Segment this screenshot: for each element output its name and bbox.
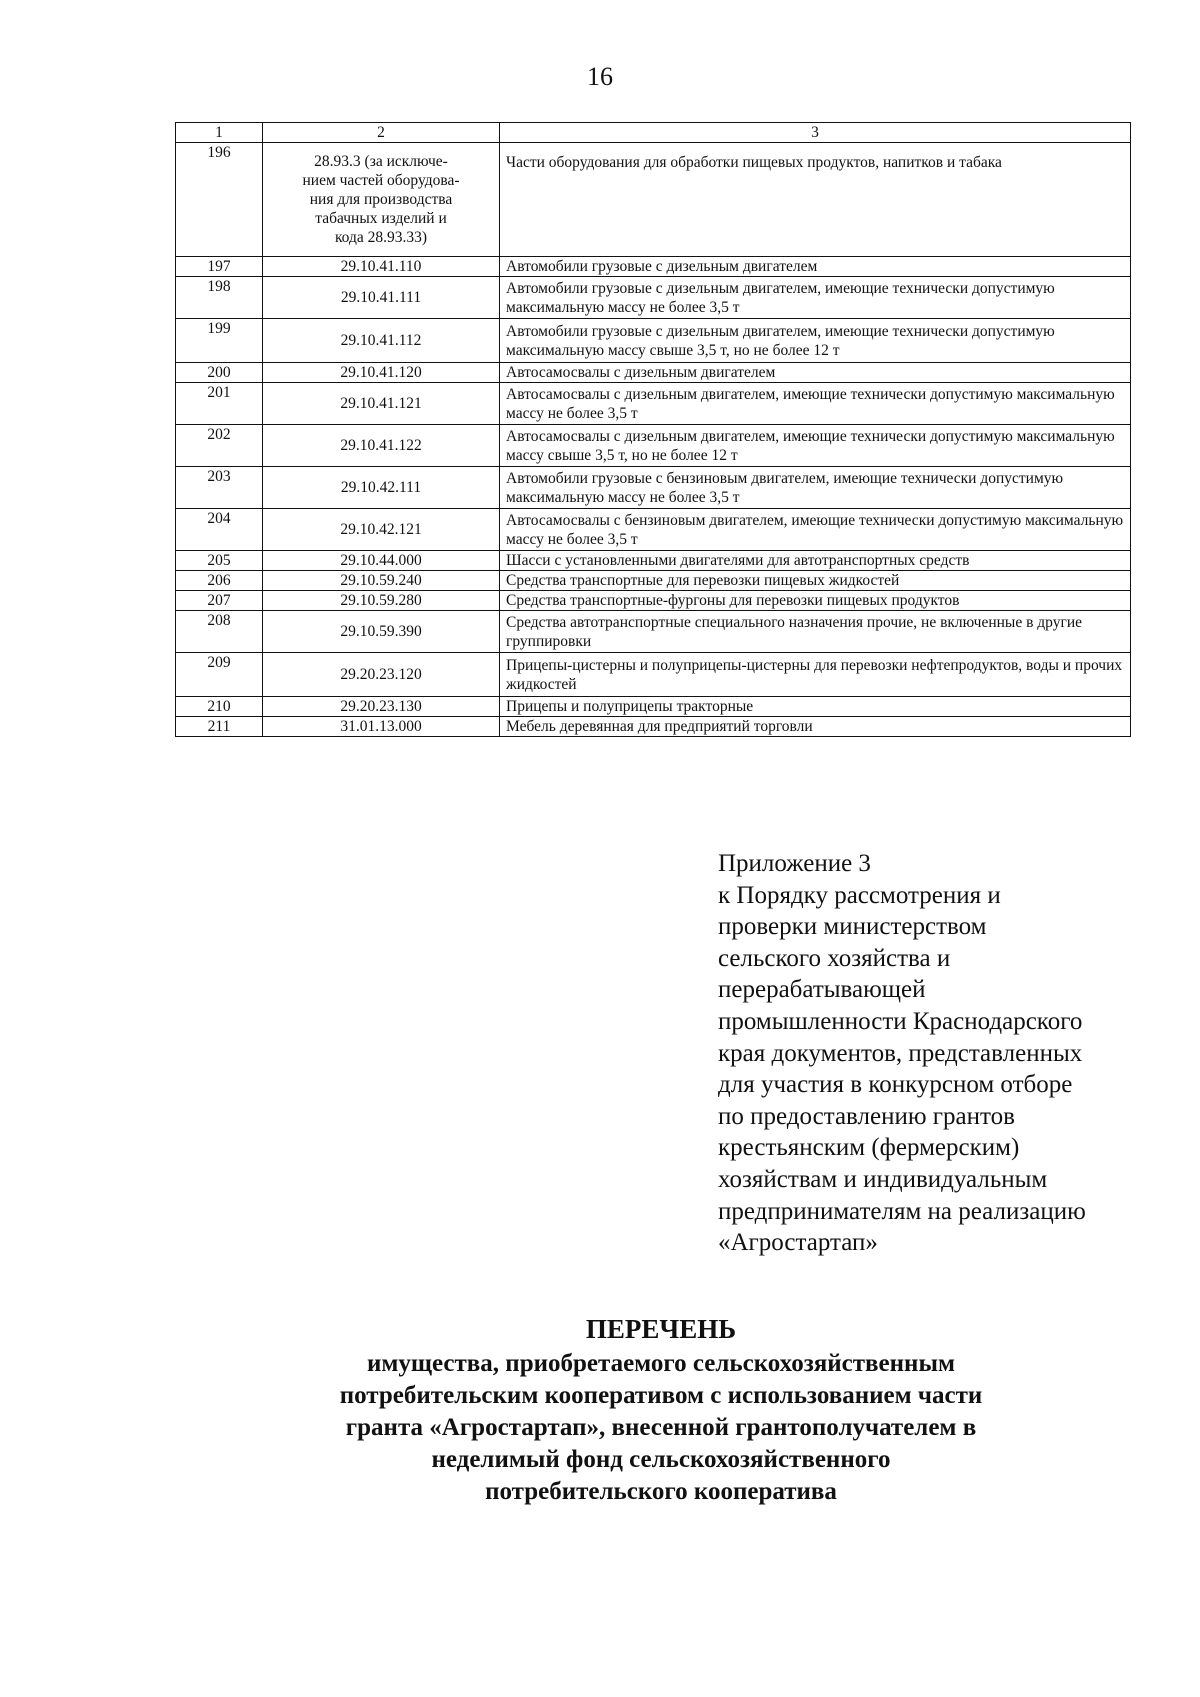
okpd-code-cell: 28.93.3 (за исключе- нием частей оборудова- ния для производства табачных изделий и кода 28.93.33) xyxy=(263,143,500,257)
list-title xyxy=(0,1310,1200,1508)
table-row xyxy=(176,551,1131,571)
okpd-code-cell: 29.10.41.111 xyxy=(263,277,500,319)
row-number-cell: 196 xyxy=(176,143,263,257)
description-cell: Автомобили грузовые с бензиновым двигателем, имеющие технически допустимую максимальную массу не более 3,5 т xyxy=(500,467,1131,509)
row-number-cell: 204 xyxy=(176,509,263,551)
appendix-line: сельского хозяйства и xyxy=(718,944,951,972)
okpd-code-cell: 29.10.41.120 xyxy=(263,363,500,383)
okpd-code-cell: 29.20.23.120 xyxy=(263,653,500,697)
appendix-line: для участия в конкурсном отборе xyxy=(718,1071,1073,1099)
appendix-line: к Порядку рассмотрения и xyxy=(718,881,1001,909)
description-cell: Автомобили грузовые с дизельным двигателем, имеющие технически допустимую максимальную массу не более 3,5 т xyxy=(500,277,1131,319)
description-cell: Средства транспортные для перевозки пищевых жидкостей xyxy=(500,571,1131,591)
appendix-line: перерабатывающей xyxy=(718,976,926,1004)
appendix-line: края документов, представленных xyxy=(718,1039,1083,1067)
row-number-cell: 202 xyxy=(176,425,263,467)
list-title-line: потребительского кооператива xyxy=(485,1478,837,1505)
row-number-cell: 211 xyxy=(176,717,263,737)
row-number-cell: 205 xyxy=(176,551,263,571)
table-row xyxy=(176,383,1131,425)
table-row xyxy=(176,591,1131,611)
table-row xyxy=(176,363,1131,383)
row-number-cell: 200 xyxy=(176,363,263,383)
table-header-row xyxy=(176,123,1131,143)
description-cell: Шасси с установленными двигателями для автотранспортных средств xyxy=(500,551,1131,571)
okpd-code-cell: 29.10.59.280 xyxy=(263,591,500,611)
header-cell-3: 3 xyxy=(500,123,1131,143)
equipment-table xyxy=(175,122,1131,737)
description-cell: Автосамосвалы с дизельным двигателем, имеющие технически допустимую максимальную массу свыше 3,5 т, но не более 12 т xyxy=(500,425,1131,467)
table-row xyxy=(176,509,1131,551)
appendix-line: крестьянским (фермерским) xyxy=(718,1134,1020,1162)
description-cell: Автомобили грузовые с дизельным двигателем, имеющие технически допустимую максимальную массу свыше 3,5 т, но не более 12 т xyxy=(500,319,1131,363)
list-heading: ПЕРЕЧЕНЬ xyxy=(585,1314,737,1344)
page-number: 16 xyxy=(587,62,613,91)
okpd-code-cell: 29.10.59.240 xyxy=(263,571,500,591)
description-cell: Автомобили грузовые с дизельным двигателем xyxy=(500,257,1131,277)
appendix-line: промышленности Краснодарского xyxy=(718,1007,1083,1035)
description-cell: Автосамосвалы с бензиновым двигателем, имеющие технически допустимую максимальную массу не более 3,5 т xyxy=(500,509,1131,551)
table-row xyxy=(176,697,1131,717)
row-number-cell: 199 xyxy=(176,319,263,363)
appendix-line: проверки министерством xyxy=(718,913,987,941)
description-cell: Средства транспортные-фургоны для перевозки пищевых продуктов xyxy=(500,591,1131,611)
header-cell-1: 1 xyxy=(176,123,263,143)
okpd-code-cell: 29.10.41.112 xyxy=(263,319,500,363)
row-number-cell: 207 xyxy=(176,591,263,611)
table-row xyxy=(176,611,1131,653)
description-cell: Средства автотранспортные специального назначения прочие, не включенные в другие группировки xyxy=(500,611,1131,653)
description-cell: Прицепы и полуприцепы тракторные xyxy=(500,697,1131,717)
okpd-code-cell: 29.10.41.110 xyxy=(263,257,500,277)
appendix-line: хозяйствам и индивидуальным xyxy=(718,1165,1048,1193)
okpd-code-cell: 29.10.42.121 xyxy=(263,509,500,551)
appendix-line: по предоставлению грантов xyxy=(718,1102,1015,1130)
table-row xyxy=(176,467,1131,509)
okpd-code-cell: 29.10.59.390 xyxy=(263,611,500,653)
list-title-line: имущества, приобретаемого сельскохозяйственным xyxy=(366,1350,956,1377)
description-cell: Части оборудования для обработки пищевых продуктов, напитков и табака xyxy=(500,143,1131,257)
description-cell: Прицепы-цистерны и полуприцепы-цистерны для перевозки нефтепродуктов, воды и прочих жидкостей xyxy=(500,653,1131,697)
table-row xyxy=(176,571,1131,591)
okpd-code-cell: 29.20.23.130 xyxy=(263,697,500,717)
list-title-line: неделимый фонд сельскохозяйственного xyxy=(431,1446,891,1473)
description-cell: Автосамосвалы с дизельным двигателем, имеющие технически допустимую максимальную массу не более 3,5 т xyxy=(500,383,1131,425)
row-number-cell: 209 xyxy=(176,653,263,697)
okpd-code-cell: 31.01.13.000 xyxy=(263,717,500,737)
list-title-line: гранта «Агростартап», внесенной грантополучателем в xyxy=(345,1414,977,1441)
appendix-line: предпринимателям на реализацию xyxy=(718,1197,1086,1225)
row-number-cell: 203 xyxy=(176,467,263,509)
okpd-code-cell: 29.10.44.000 xyxy=(263,551,500,571)
okpd-code-cell: 29.10.41.122 xyxy=(263,425,500,467)
header-cell-2: 2 xyxy=(263,123,500,143)
table-row xyxy=(176,717,1131,737)
appendix-line: «Агростартап» xyxy=(718,1229,878,1257)
appendix-line: Приложение 3 xyxy=(718,850,871,877)
list-title-line: потребительским кооперативом с использованием части xyxy=(339,1382,983,1409)
table-row xyxy=(176,653,1131,697)
row-number-cell: 206 xyxy=(176,571,263,591)
appendix-note xyxy=(718,848,1158,1259)
table-row xyxy=(176,143,1131,257)
row-number-cell: 197 xyxy=(176,257,263,277)
table-row xyxy=(176,257,1131,277)
table-row xyxy=(176,277,1131,319)
okpd-code-cell: 29.10.42.111 xyxy=(263,467,500,509)
table-row xyxy=(176,319,1131,363)
description-cell: Автосамосвалы с дизельным двигателем xyxy=(500,363,1131,383)
description-cell: Мебель деревянная для предприятий торговли xyxy=(500,717,1131,737)
okpd-code-cell: 29.10.41.121 xyxy=(263,383,500,425)
table-row xyxy=(176,425,1131,467)
row-number-cell: 208 xyxy=(176,611,263,653)
row-number-cell: 210 xyxy=(176,697,263,717)
row-number-cell: 201 xyxy=(176,383,263,425)
row-number-cell: 198 xyxy=(176,277,263,319)
